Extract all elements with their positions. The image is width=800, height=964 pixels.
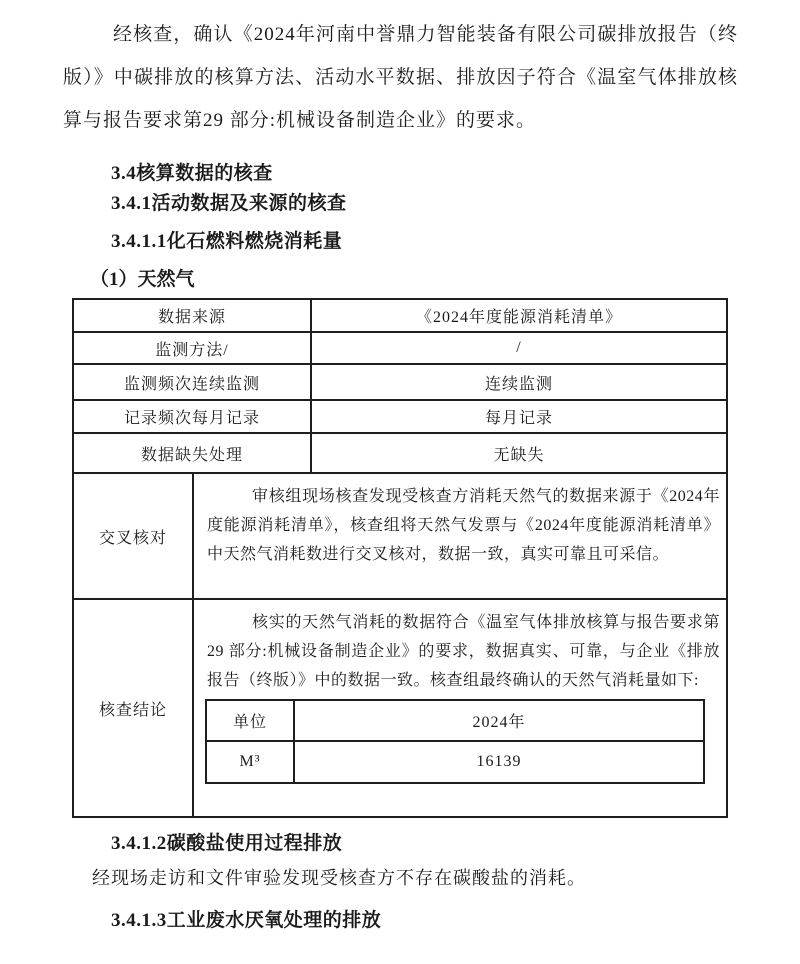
conclusion-text: 核实的天然气消耗的数据符合《温室气体排放核算与报告要求第29 部分:机械设备制造企业》的要求，数据真实、可靠，与企业《排放报告（终版）》中的数据一致。核查组最终确认的天然气消耗量如下: <box>207 614 720 689</box>
heading-3-4-1-3: 3.4.1.3工业废水厌氧处理的排放 <box>111 910 382 931</box>
row-value: 每月记录 <box>484 410 553 427</box>
conclusion-label: 核查结论 <box>74 600 194 816</box>
conclusion-content <box>194 600 726 816</box>
row-label: 监测频次连续监测 <box>74 365 312 399</box>
consumption-value-row <box>207 742 703 782</box>
natural-gas-verification-table <box>72 298 728 818</box>
table-row-monitoring-method <box>74 333 726 365</box>
table-row-data-source <box>74 300 726 333</box>
table-row-conclusion <box>74 600 726 816</box>
table-row-cross-check <box>74 474 726 600</box>
row-label: 记录频次每月记录 <box>74 401 312 432</box>
row-value: 《2024年度能源消耗清单》 <box>415 309 622 326</box>
year-header-cell: 2024年 <box>472 714 526 731</box>
natural-gas-item-label: （1）天然气 <box>90 269 195 290</box>
row-value: / <box>516 339 522 356</box>
table-row-recording-frequency <box>74 401 726 434</box>
cross-check-content <box>194 474 726 598</box>
consumption-header-row <box>207 701 703 742</box>
table-row-monitoring-frequency <box>74 365 726 401</box>
cross-check-label: 交叉核对 <box>74 474 194 598</box>
heading-3-4-1: 3.4.1活动数据及来源的核查 <box>111 193 347 214</box>
table-row-missing-data <box>74 434 726 474</box>
intro-paragraph: 经核查，确认《2024年河南中誉鼎力智能装备有限公司碳排放报告（终版）》中碳排放的核算方法、活动水平数据、排放因子符合《温室气体排放核算与报告要求第29 部分:机械设备制造企业》的要求。 <box>63 24 738 131</box>
row-label: 监测方法/ <box>74 333 312 363</box>
row-value: 连续监测 <box>484 375 553 393</box>
row-value: 无缺失 <box>493 446 545 464</box>
row-label: 数据来源 <box>74 300 312 331</box>
heading-3-4: 3.4核算数据的核查 <box>111 163 273 184</box>
heading-3-4-1-2: 3.4.1.2碳酸盐使用过程排放 <box>111 833 343 854</box>
row-label: 数据缺失处理 <box>74 434 312 472</box>
unit-value-cell: M³ <box>207 742 295 782</box>
heading-3-4-1-1: 3.4.1.1化石燃料燃烧消耗量 <box>111 231 343 252</box>
carbonate-paragraph: 经现场走访和文件审验发现受核查方不存在碳酸盐的消耗。 <box>92 868 586 888</box>
unit-header-cell: 单位 <box>207 701 295 740</box>
amount-cell: 16139 <box>476 753 522 770</box>
cross-check-text: 审核组现场核查发现受核查方消耗天然气的数据来源于《2024年度能源消耗清单》，核查组将天然气发票与《2024年度能源消耗清单》中天然气消耗数进行交叉核对，数据一致，真实可靠且可采信。 <box>207 488 720 563</box>
gas-consumption-table <box>205 699 705 784</box>
